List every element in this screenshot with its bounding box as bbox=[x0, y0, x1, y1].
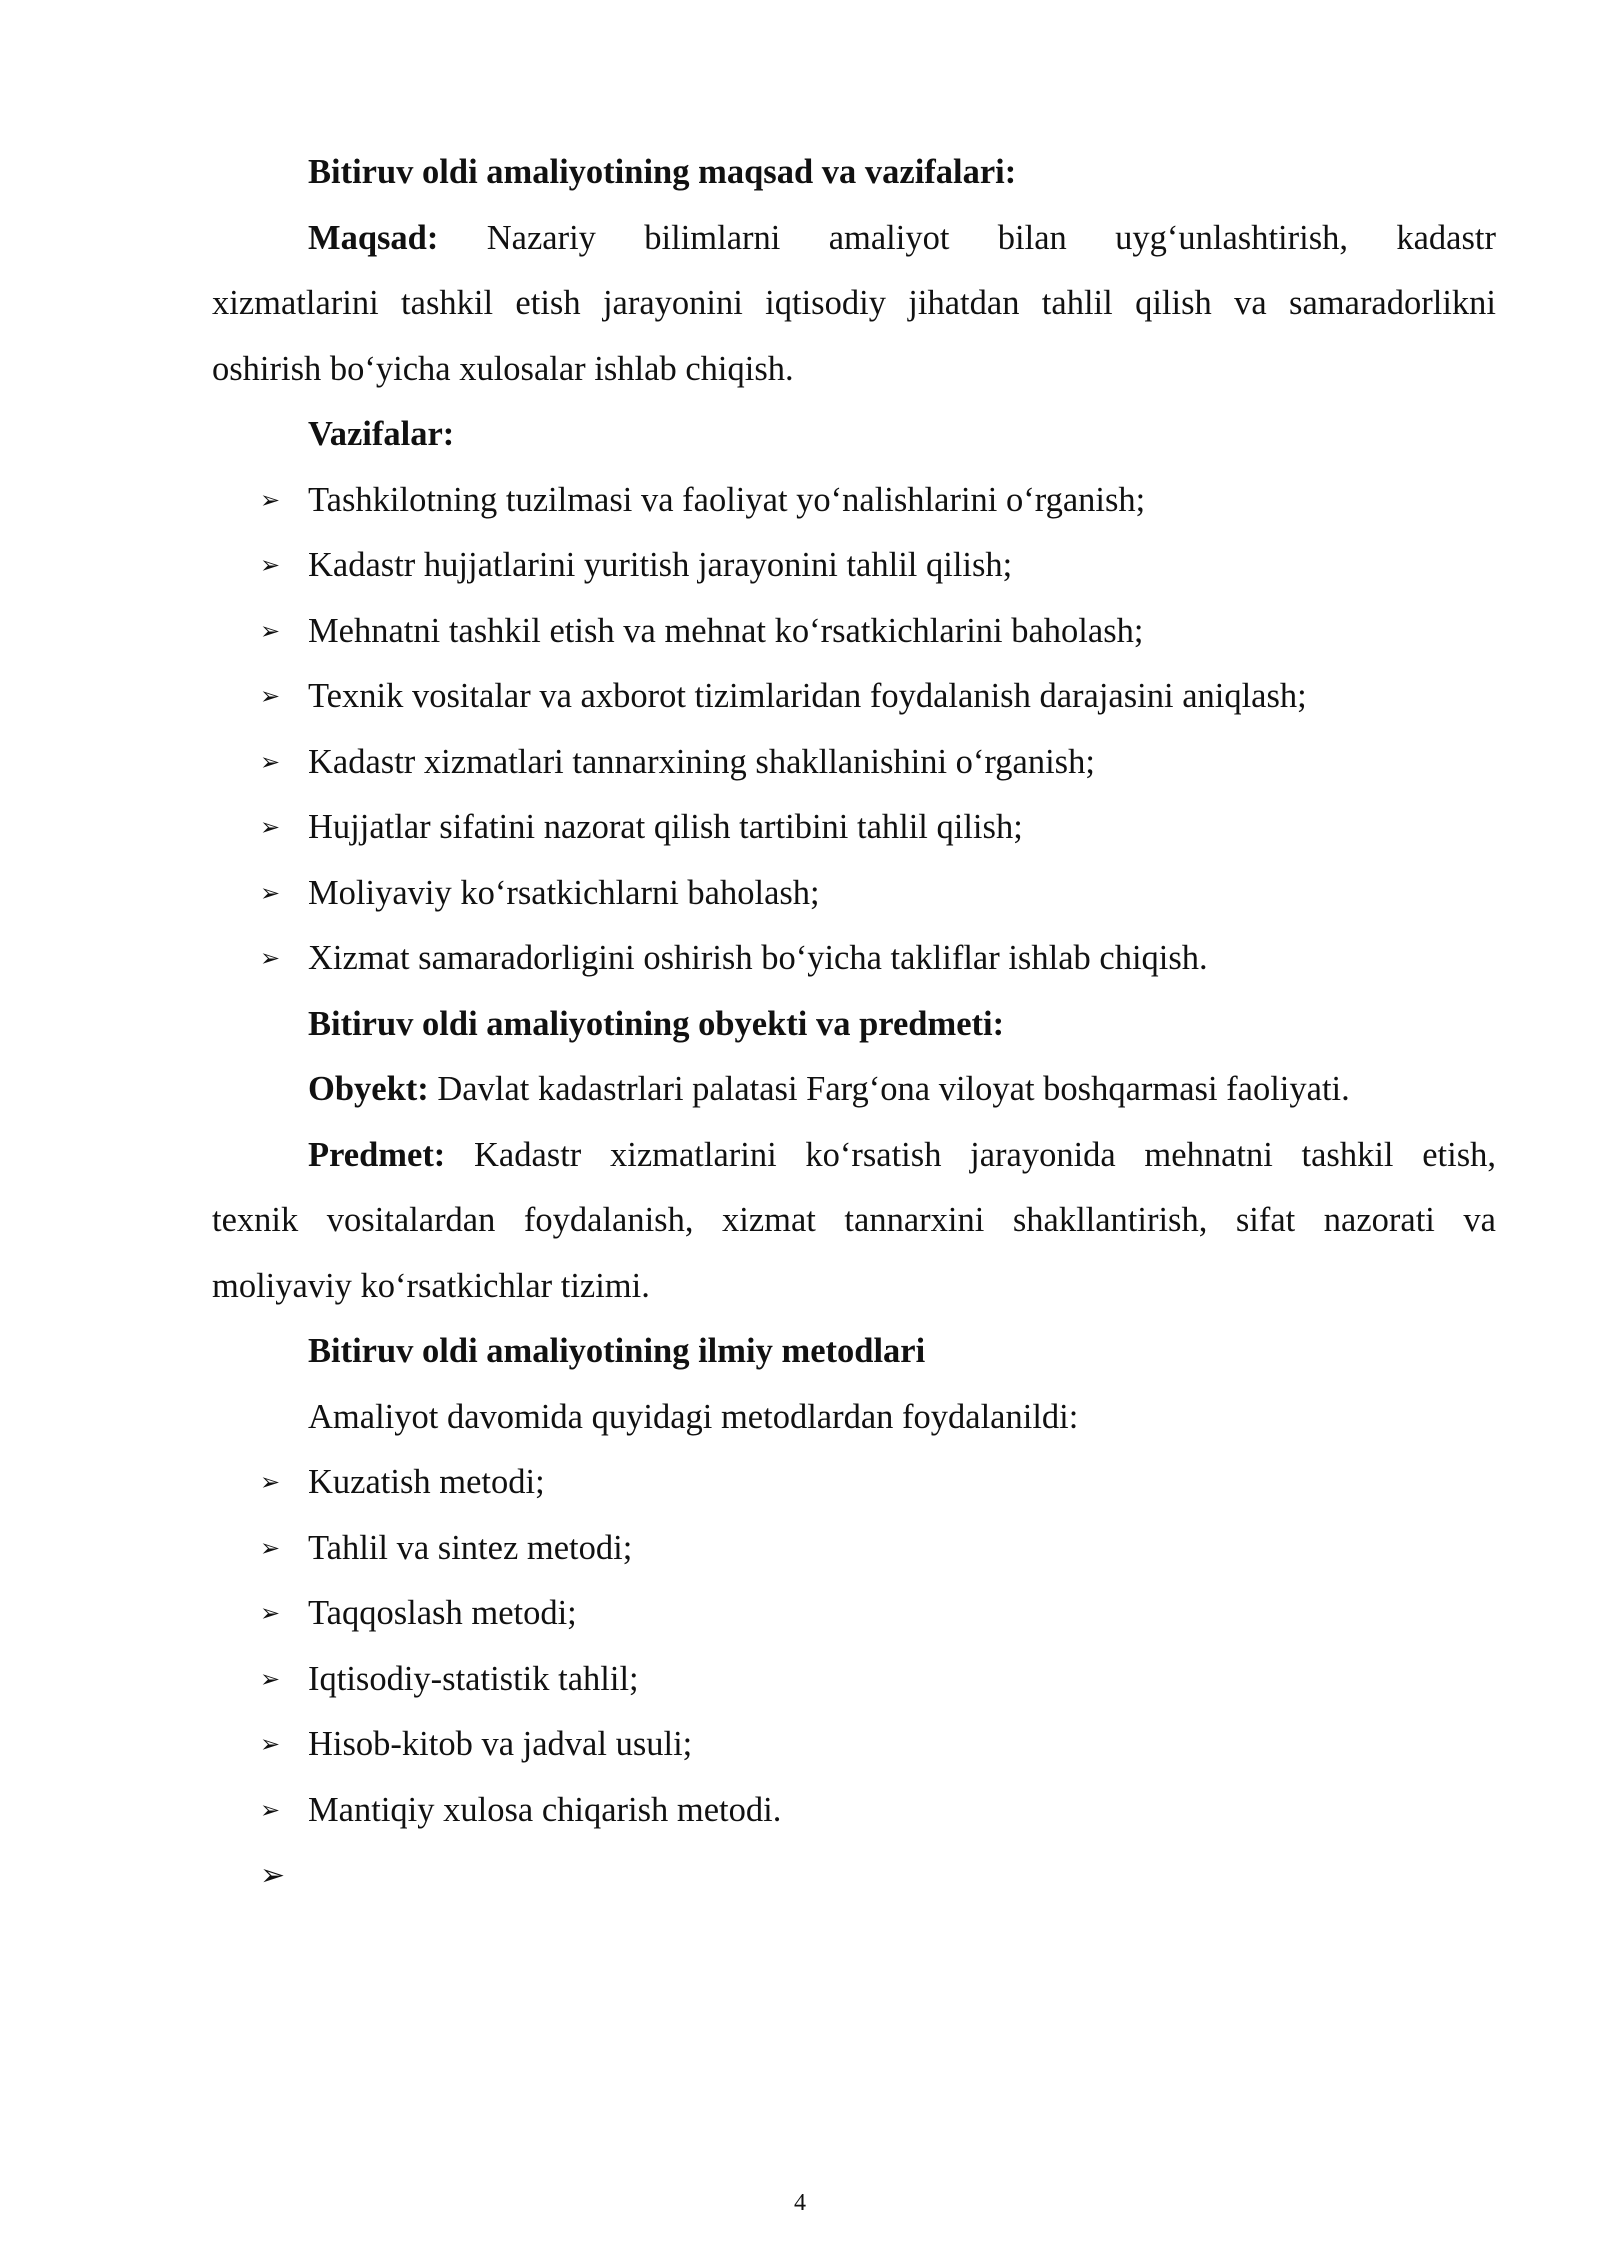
arrow-bullet-icon: ➢ bbox=[260, 747, 281, 776]
document-page bbox=[212, 140, 1496, 1909]
list-item-text: Kadastr xizmatlari tannarxining shakllanishini o‘rganish; bbox=[308, 742, 1095, 781]
list-item-text: Mehnatni tashkil etish va mehnat ko‘rsatkichlarini baholash; bbox=[308, 611, 1144, 650]
arrow-bullet-icon: ➢ bbox=[260, 1664, 281, 1693]
list-item bbox=[212, 1516, 1496, 1582]
list-item-text: Tashkilotning tuzilmasi va faoliyat yo‘nalishlarini o‘rganish; bbox=[308, 480, 1146, 519]
arrow-bullet-icon: ➢ bbox=[260, 485, 281, 514]
arrow-bullet-icon: ➢ bbox=[260, 1730, 281, 1758]
page-number: 4 bbox=[794, 2190, 806, 2216]
maqsad-line-3: oshirish bo‘yicha xulosalar ishlab chiqish. bbox=[212, 349, 794, 388]
list-item bbox=[212, 795, 1496, 861]
metodlar-list bbox=[212, 1450, 1496, 1909]
maqsad-line-2: xizmatlarini tashkil etish jarayonini iqtisodiy jihatdan tahlil qilish va samaradorlikni bbox=[212, 284, 1496, 322]
maqsad-line-1 bbox=[212, 206, 1496, 272]
empty-list-item bbox=[212, 1843, 1496, 1909]
predmet-text-1: Kadastr xizmatlarini ko‘rsatish jarayonida mehnatni tashkil etish, bbox=[474, 1135, 1496, 1174]
arrow-bullet-icon: ➢ bbox=[260, 944, 281, 972]
arrow-bullet-icon: ➢ bbox=[260, 1858, 286, 1893]
list-item-text: Taqqoslash metodi; bbox=[308, 1594, 577, 1632]
arrow-bullet-icon: ➢ bbox=[260, 551, 281, 579]
arrow-bullet-icon: ➢ bbox=[260, 1533, 281, 1562]
heading-maqsad-vazifalar: Bitiruv oldi amaliyotining maqsad va vazifalari: bbox=[308, 153, 1017, 191]
predmet-line-3: moliyaviy ko‘rsatkichlar tizimi. bbox=[212, 1266, 650, 1305]
list-item bbox=[212, 926, 1496, 992]
list-item-text: Xizmat samaradorligini oshirish bo‘yicha takliflar ishlab chiqish. bbox=[308, 939, 1208, 977]
list-item-text: Hujjatlar sifatini nazorat qilish tartibini tahlil qilish; bbox=[308, 808, 1023, 846]
heading-ilmiy-metodlar: Bitiruv oldi amaliyotining ilmiy metodlari bbox=[308, 1332, 926, 1370]
predmet-line-1 bbox=[212, 1123, 1496, 1189]
maqsad-text-1: Nazariy bilimlarni amaliyot bilan uyg‘unlashtirish, kadastr bbox=[486, 218, 1496, 257]
list-item bbox=[212, 1450, 1496, 1516]
arrow-bullet-icon: ➢ bbox=[260, 813, 281, 841]
arrow-bullet-icon: ➢ bbox=[260, 1468, 281, 1496]
list-item-text: Texnik vositalar va axborot tizimlaridan foydalanish darajasini aniqlash; bbox=[308, 677, 1307, 715]
list-item bbox=[212, 730, 1496, 796]
list-item bbox=[212, 1647, 1496, 1713]
list-item-text: Hisob-kitob va jadval usuli; bbox=[308, 1725, 693, 1763]
arrow-bullet-icon: ➢ bbox=[260, 878, 281, 907]
metodlar-intro: Amaliyot davomida quyidagi metodlardan foydalanildi: bbox=[308, 1397, 1079, 1436]
list-item bbox=[212, 533, 1496, 599]
list-item bbox=[212, 664, 1496, 730]
list-item-text: Tahlil va sintez metodi; bbox=[308, 1528, 633, 1567]
arrow-bullet-icon: ➢ bbox=[260, 1795, 281, 1824]
obyekt-label: Obyekt: bbox=[308, 1070, 429, 1108]
vazifalar-list bbox=[212, 468, 1496, 992]
list-item bbox=[212, 1712, 1496, 1778]
heading-obyekt-predmet: Bitiruv oldi amaliyotining obyekti va predmeti: bbox=[308, 1004, 1005, 1043]
arrow-bullet-icon: ➢ bbox=[260, 616, 281, 645]
obyekt-text: Davlat kadastrlari palatasi Farg‘ona viloyat boshqarmasi faoliyati. bbox=[437, 1070, 1350, 1108]
list-item bbox=[212, 1778, 1496, 1844]
arrow-bullet-icon: ➢ bbox=[260, 682, 281, 710]
list-item-text: Mantiqiy xulosa chiqarish metodi. bbox=[308, 1790, 782, 1829]
predmet-line-2: texnik vositalardan foydalanish, xizmat tannarxini shakllantirish, sifat nazorati va bbox=[212, 1201, 1496, 1239]
obyekt-line bbox=[212, 1057, 1496, 1123]
list-item bbox=[212, 1581, 1496, 1647]
list-item-text: Kuzatish metodi; bbox=[308, 1463, 545, 1501]
arrow-bullet-icon: ➢ bbox=[260, 1599, 281, 1627]
list-item-text: Moliyaviy ko‘rsatkichlarni baholash; bbox=[308, 873, 820, 912]
predmet-label: Predmet: bbox=[308, 1135, 446, 1174]
list-item bbox=[212, 599, 1496, 665]
list-item-text: Iqtisodiy-statistik tahlil; bbox=[308, 1659, 639, 1698]
list-item bbox=[212, 468, 1496, 534]
list-item-text: Kadastr hujjatlarini yuritish jarayonini tahlil qilish; bbox=[308, 546, 1013, 584]
vazifalar-label: Vazifalar: bbox=[308, 415, 455, 453]
maqsad-label: Maqsad: bbox=[308, 218, 439, 257]
list-item bbox=[212, 861, 1496, 927]
